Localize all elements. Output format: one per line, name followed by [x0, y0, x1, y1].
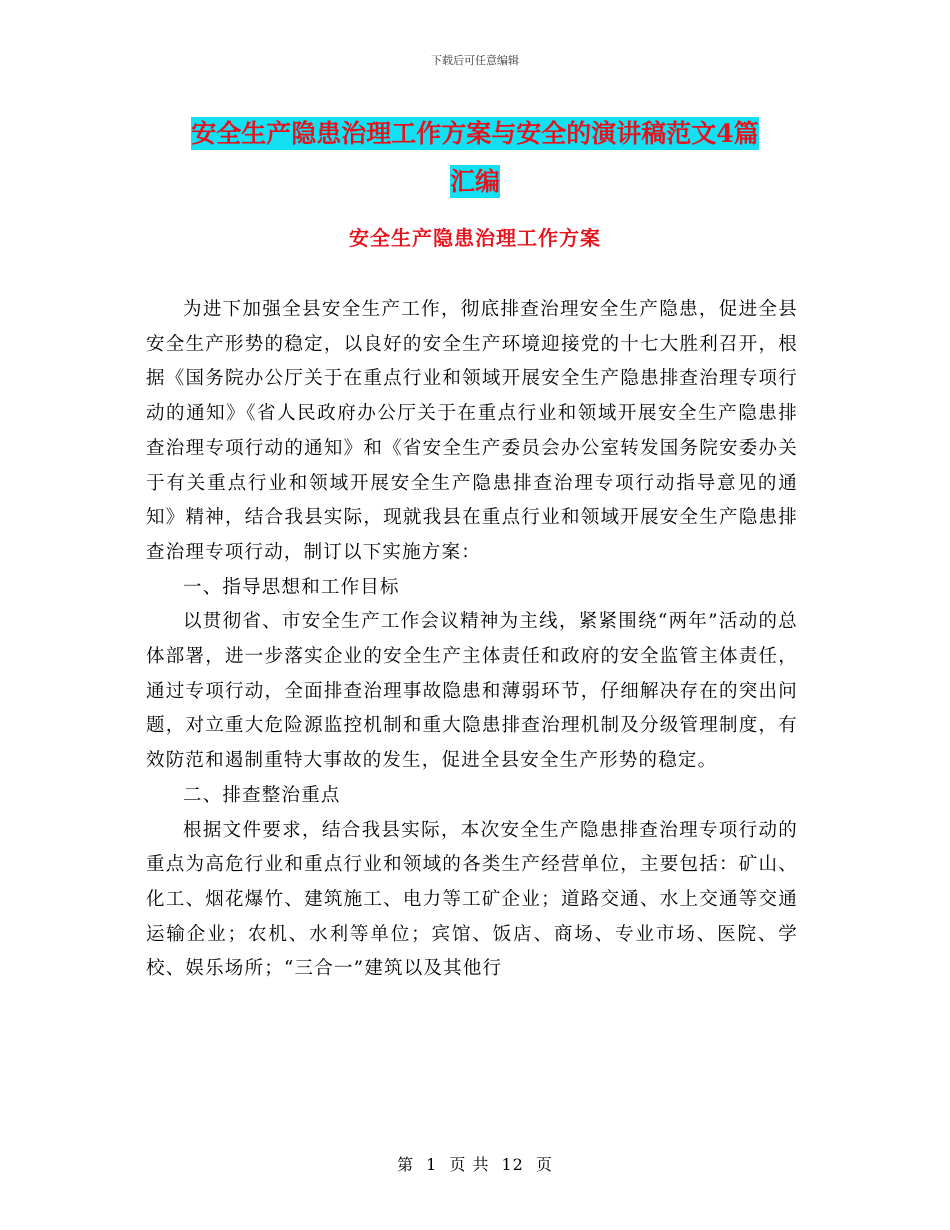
paragraph-guiding-ideology: 以贯彻省、市安全生产工作会议精神为主线，紧紧围绕“两年”活动的总体部署，进一步落实企业的安全生产主体责任和政府的安全监管主体责任，通过专项行动，全面排查治理事故隐患和薄弱环节，仔细解决存在的突出问题，对立重大危险源监控机制和重大隐患排查治理机制及分级管理制度，有效防范和遏制重特大事故的发生，促进全县安全生产形势的稳定。: [146, 611, 798, 772]
heading-guiding-ideology: 一、指导思想和工作目标: [183, 576, 400, 598]
footer-suffix: 页: [535, 1155, 553, 1174]
document-title-line-2: 汇编: [449, 167, 500, 196]
section-title: 安全生产隐患治理工作方案: [349, 226, 601, 250]
footer-prefix: 第: [397, 1155, 415, 1174]
page-footer: [0, 1152, 950, 1175]
document-body: [146, 293, 798, 987]
footer-page-number: 1: [426, 1155, 438, 1174]
paragraph-intro: 为进下加强全县安全生产工作，彻底排查治理安全生产隐患，促进全县安全生产形势的稳定，以良好的安全生产环境迎接党的十七大胜利召开，根据《国务院办公厅关于在重点行业和领域开展安全生产隐患排查治理专项行动的通知》《省人民政府办公厅关于在重点行业和领域开展安全生产隐患排查治理专项行动的通知》和《省安全生产委员会办公室转发国务院安委办关于有关重点行业和领域开展安全生产隐患排查治理专项行动指导意见的通知》精神，结合我县实际，现就我县在重点行业和领域开展安全生产隐患排查治理专项行动，制订以下实施方案：: [146, 299, 798, 563]
heading-inspection-focus: 二、排查整治重点: [183, 784, 341, 806]
document-title: [150, 110, 800, 206]
paragraph-inspection-focus: 根据文件要求，结合我县实际，本次安全生产隐患排查治理专项行动的重点为高危行业和重点行业和领域的各类生产经营单位，主要包括：矿山、化工、烟花爆竹、建筑施工、电力等工矿企业；道路交通、水上交通等交通运输企业；农机、水利等单位；宾馆、饭店、商场、专业市场、医院、学校、娱乐场所；“三合一”建筑以及其他行: [146, 819, 798, 980]
document-title-line-1: 安全生产隐患治理工作方案与安全的演讲稿范文4篇: [191, 119, 759, 148]
footer-total-pages: 12: [501, 1155, 524, 1174]
footer-middle: 页 共: [449, 1155, 490, 1174]
page-header-note: 下载后可任意编辑: [431, 54, 519, 67]
